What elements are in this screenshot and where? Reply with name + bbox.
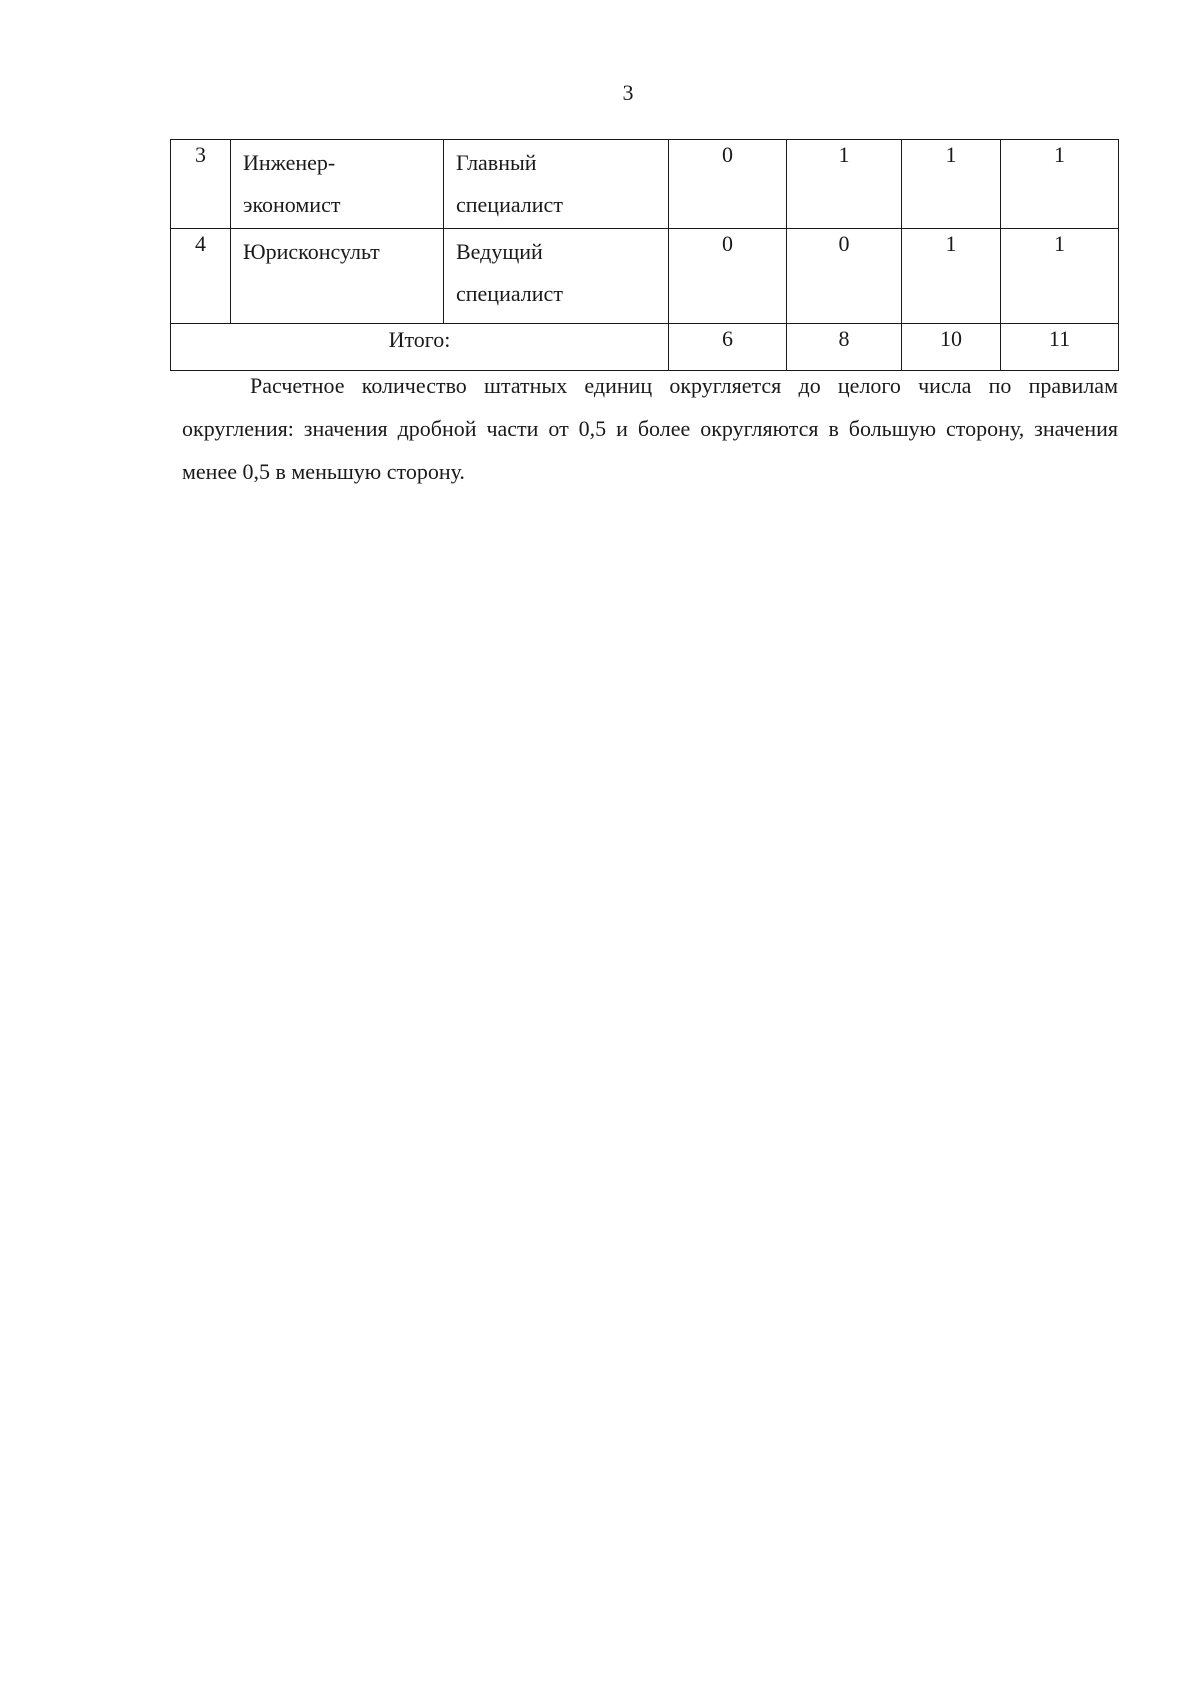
value-cell: 1: [1001, 229, 1119, 324]
row-number: 3: [171, 140, 231, 229]
position-line: Юрисконсульт: [243, 239, 380, 264]
page-number: 3: [622, 80, 634, 105]
position-line: экономист: [243, 192, 341, 217]
total-label: Итого:: [171, 324, 669, 371]
category-line: Главный: [456, 150, 537, 175]
value-cell: 0: [669, 140, 787, 229]
value-cell: 1: [1001, 140, 1119, 229]
table-row: [171, 140, 1119, 229]
position-cell: [231, 229, 444, 324]
value-cell: 0: [787, 229, 902, 324]
value-cell: 1: [902, 229, 1001, 324]
category-line: Ведущий: [456, 239, 543, 264]
value-cell: 1: [902, 140, 1001, 229]
total-value-cell: 6: [669, 324, 787, 371]
category-line: специалист: [456, 281, 563, 306]
category-line: специалист: [456, 192, 563, 217]
total-value-cell: 8: [787, 324, 902, 371]
category-cell: [444, 229, 669, 324]
position-line: Инженер-: [243, 150, 336, 175]
value-cell: 0: [669, 229, 787, 324]
rounding-rule-paragraph: Расчетное количество штатных единиц округляется до целого числа по правилам округления: значения дробной части от 0,5 и более округляются в большую сторону, значения менее 0,5 в меньшую сторону.: [182, 373, 1118, 484]
row-number: 4: [171, 229, 231, 324]
value-cell: 1: [787, 140, 902, 229]
position-cell: [231, 140, 444, 229]
total-value-cell: 11: [1001, 324, 1119, 371]
total-value-cell: 10: [902, 324, 1001, 371]
table-row: [171, 229, 1119, 324]
category-cell: [444, 140, 669, 229]
staff-table: [170, 139, 1119, 371]
